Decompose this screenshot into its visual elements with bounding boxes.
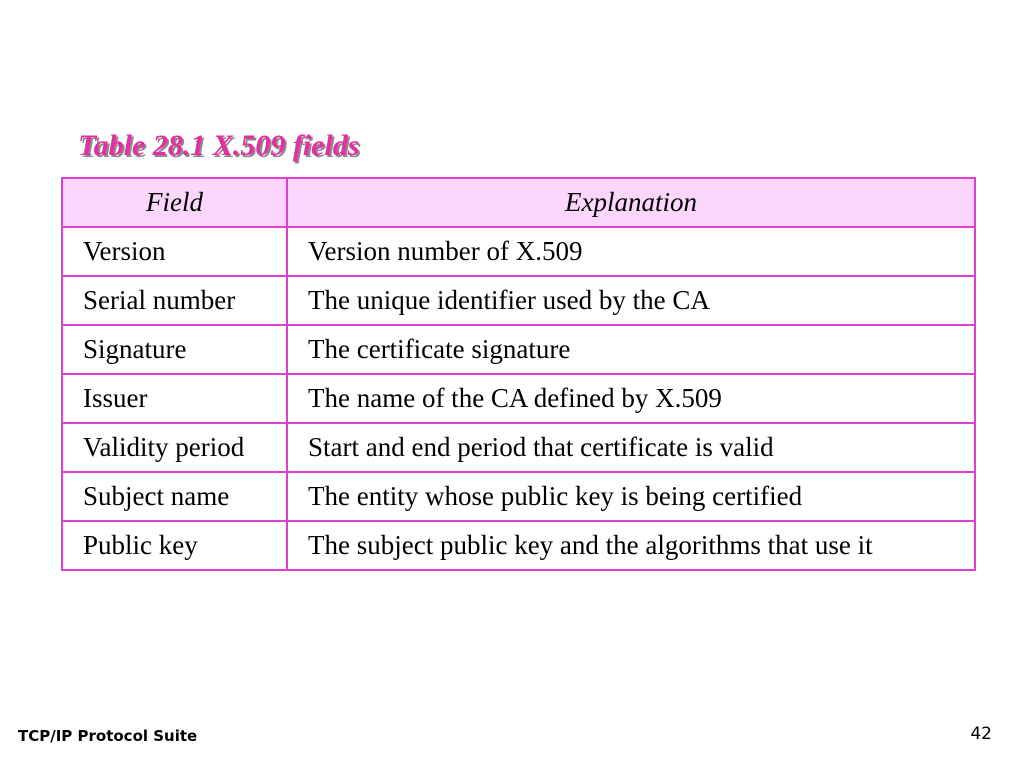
table-row (62, 276, 975, 325)
footer-book-title: TCP/IP Protocol Suite (18, 727, 198, 745)
slide-title: Table 28.1 X.509 fields (78, 129, 360, 162)
explanation-cell: The subject public key and the algorithms that use it (287, 521, 975, 570)
explanation-cell: The certificate signature (287, 325, 975, 374)
field-cell: Version (62, 227, 287, 276)
field-cell: Issuer (62, 374, 287, 423)
field-cell: Signature (62, 325, 287, 374)
field-cell: Subject name (62, 472, 287, 521)
table-row (62, 472, 975, 521)
table-header-row (62, 178, 975, 227)
x509-fields-table (61, 177, 976, 571)
table-row (62, 423, 975, 472)
table-row (62, 521, 975, 570)
explanation-cell: Start and end period that certificate is valid (287, 423, 975, 472)
column-header-explanation: Explanation (287, 178, 975, 227)
table-row (62, 227, 975, 276)
table-row (62, 374, 975, 423)
explanation-cell: Version number of X.509 (287, 227, 975, 276)
explanation-cell: The unique identifier used by the CA (287, 276, 975, 325)
field-cell: Validity period (62, 423, 287, 472)
field-cell: Public key (62, 521, 287, 570)
table-row (62, 325, 975, 374)
field-cell: Serial number (62, 276, 287, 325)
explanation-cell: The entity whose public key is being certified (287, 472, 975, 521)
column-header-field: Field (62, 178, 287, 227)
explanation-cell: The name of the CA defined by X.509 (287, 374, 975, 423)
page-number: 42 (970, 724, 992, 744)
